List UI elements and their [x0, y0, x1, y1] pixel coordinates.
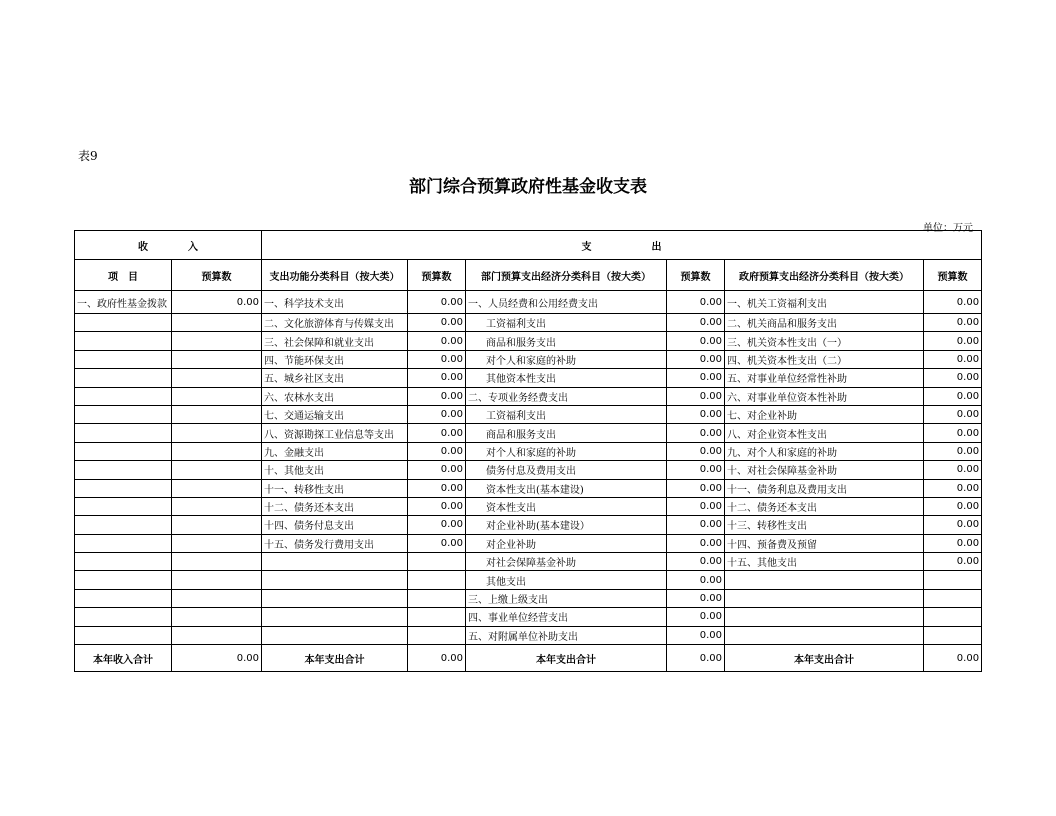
dept-item-cell: 其他资本性支出 [466, 369, 667, 387]
income-value-cell [172, 461, 262, 479]
income-value-cell [172, 479, 262, 497]
table-row [75, 350, 982, 368]
func-item-cell: 九、金融支出 [262, 442, 408, 460]
func-item-cell [262, 589, 408, 607]
dept-item-cell: 三、上缴上级支出 [466, 589, 667, 607]
func-value-cell [408, 608, 466, 626]
income-value-cell: 0.00 [172, 291, 262, 314]
func-value-cell: 0.00 [408, 497, 466, 515]
dept-value-cell: 0.00 [667, 589, 725, 607]
gov-item-cell [725, 608, 924, 626]
gov-value-cell: 0.00 [924, 387, 982, 405]
fund-budget-table [74, 230, 982, 672]
dept-value-cell: 0.00 [667, 461, 725, 479]
func-value-cell: 0.00 [408, 534, 466, 552]
func-item-cell: 十一、转移性支出 [262, 479, 408, 497]
func-value-cell [408, 571, 466, 589]
income-value-cell [172, 442, 262, 460]
table-row [75, 479, 982, 497]
income-value-cell [172, 571, 262, 589]
table-row [75, 626, 982, 644]
gov-item-cell: 十一、债务利息及费用支出 [725, 479, 924, 497]
table-row [75, 589, 982, 607]
income-item-cell [75, 608, 172, 626]
table-row [75, 405, 982, 423]
dept-item-cell: 工资福利支出 [466, 405, 667, 423]
income-item-cell [75, 534, 172, 552]
func-item-cell [262, 571, 408, 589]
table-row [75, 424, 982, 442]
dept-value-cell: 0.00 [667, 291, 725, 314]
gov-value-cell: 0.00 [924, 332, 982, 350]
dept-category-header: 部门预算支出经济分类科目（按大类） [466, 260, 667, 291]
total-dept-label: 本年支出合计 [466, 645, 667, 672]
gov-item-cell: 一、机关工资福利支出 [725, 291, 924, 314]
income-item-cell [75, 553, 172, 571]
gov-item-cell: 十二、债务还本支出 [725, 497, 924, 515]
dept-item-cell: 对个人和家庭的补助 [466, 350, 667, 368]
gov-item-cell: 三、机关资本性支出（一） [725, 332, 924, 350]
income-item-cell [75, 387, 172, 405]
gov-value-cell: 0.00 [924, 442, 982, 460]
table-row [75, 291, 982, 314]
dept-value-cell: 0.00 [667, 534, 725, 552]
gov-value-cell: 0.00 [924, 461, 982, 479]
income-item-cell [75, 405, 172, 423]
income-item-cell: 一、政府性基金拨款 [75, 291, 172, 314]
budget-header: 预算数 [667, 260, 725, 291]
total-func-value: 0.00 [408, 645, 466, 672]
gov-item-cell: 五、对事业单位经常性补助 [725, 369, 924, 387]
income-item-cell [75, 589, 172, 607]
gov-value-cell: 0.00 [924, 534, 982, 552]
totals-row [75, 645, 982, 672]
dept-item-cell: 对个人和家庭的补助 [466, 442, 667, 460]
table-row [75, 571, 982, 589]
gov-item-cell: 十五、其他支出 [725, 553, 924, 571]
income-item-cell [75, 442, 172, 460]
income-item-cell [75, 314, 172, 332]
unit-label: 单位：万元 [923, 223, 973, 234]
expense-section-header: 支 出 [262, 231, 982, 260]
gov-item-cell [725, 589, 924, 607]
table-row [75, 461, 982, 479]
dept-value-cell: 0.00 [667, 369, 725, 387]
income-value-cell [172, 332, 262, 350]
dept-value-cell: 0.00 [667, 553, 725, 571]
func-value-cell: 0.00 [408, 479, 466, 497]
table-row [75, 608, 982, 626]
table-row [75, 516, 982, 534]
func-value-cell: 0.00 [408, 516, 466, 534]
table-number: 表9 [78, 149, 98, 163]
dept-value-cell: 0.00 [667, 314, 725, 332]
func-item-cell: 六、农林水支出 [262, 387, 408, 405]
income-value-cell [172, 497, 262, 515]
func-item-cell: 七、交通运输支出 [262, 405, 408, 423]
gov-value-cell [924, 589, 982, 607]
income-value-cell [172, 387, 262, 405]
func-item-cell: 十四、债务付息支出 [262, 516, 408, 534]
table-row [75, 387, 982, 405]
dept-value-cell: 0.00 [667, 497, 725, 515]
gov-value-cell: 0.00 [924, 497, 982, 515]
income-value-cell [172, 553, 262, 571]
income-value-cell [172, 424, 262, 442]
gov-item-cell: 八、对企业资本性支出 [725, 424, 924, 442]
page-title: 部门综合预算政府性基金收支表 [409, 177, 647, 197]
budget-header: 预算数 [408, 260, 466, 291]
gov-item-cell: 十、对社会保障基金补助 [725, 461, 924, 479]
gov-item-cell: 七、对企业补助 [725, 405, 924, 423]
income-value-cell [172, 626, 262, 644]
func-value-cell: 0.00 [408, 461, 466, 479]
func-value-cell: 0.00 [408, 369, 466, 387]
dept-item-cell: 其他支出 [466, 571, 667, 589]
dept-value-cell: 0.00 [667, 387, 725, 405]
income-value-cell [172, 589, 262, 607]
func-value-cell [408, 589, 466, 607]
income-value-cell [172, 534, 262, 552]
total-gov-label: 本年支出合计 [725, 645, 924, 672]
table-row [75, 442, 982, 460]
gov-value-cell [924, 608, 982, 626]
income-item-cell [75, 350, 172, 368]
dept-item-cell: 对企业补助(基本建设） [466, 516, 667, 534]
dept-item-cell: 四、事业单位经营支出 [466, 608, 667, 626]
total-dept-value: 0.00 [667, 645, 725, 672]
dept-value-cell: 0.00 [667, 626, 725, 644]
dept-item-cell: 商品和服务支出 [466, 424, 667, 442]
func-value-cell: 0.00 [408, 387, 466, 405]
func-item-cell: 二、文化旅游体育与传媒支出 [262, 314, 408, 332]
gov-item-cell: 十四、预备费及预留 [725, 534, 924, 552]
dept-value-cell: 0.00 [667, 608, 725, 626]
func-item-cell: 十五、债务发行费用支出 [262, 534, 408, 552]
gov-value-cell: 0.00 [924, 479, 982, 497]
gov-item-cell [725, 571, 924, 589]
dept-item-cell: 工资福利支出 [466, 314, 667, 332]
dept-item-cell: 五、对附属单位补助支出 [466, 626, 667, 644]
gov-value-cell: 0.00 [924, 424, 982, 442]
func-category-header: 支出功能分类科目（按大类） [262, 260, 408, 291]
func-item-cell: 八、资源勘探工业信息等支出 [262, 424, 408, 442]
total-income-label: 本年收入合计 [75, 645, 172, 672]
func-value-cell: 0.00 [408, 424, 466, 442]
gov-item-cell: 九、对个人和家庭的补助 [725, 442, 924, 460]
gov-item-cell: 六、对事业单位资本性补助 [725, 387, 924, 405]
income-item-cell [75, 571, 172, 589]
budget-header: 预算数 [172, 260, 262, 291]
income-value-cell [172, 314, 262, 332]
dept-item-cell: 债务付息及费用支出 [466, 461, 667, 479]
dept-item-cell: 一、人员经费和公用经费支出 [466, 291, 667, 314]
income-item-cell [75, 424, 172, 442]
table-row [75, 369, 982, 387]
gov-value-cell: 0.00 [924, 314, 982, 332]
income-section-header: 收 入 [75, 231, 262, 260]
dept-item-cell: 二、专项业务经费支出 [466, 387, 667, 405]
table-row [75, 553, 982, 571]
func-value-cell: 0.00 [408, 332, 466, 350]
income-value-cell [172, 405, 262, 423]
func-item-cell: 十二、债务还本支出 [262, 497, 408, 515]
gov-item-cell: 十三、转移性支出 [725, 516, 924, 534]
func-value-cell [408, 626, 466, 644]
func-value-cell: 0.00 [408, 291, 466, 314]
gov-value-cell: 0.00 [924, 369, 982, 387]
dept-item-cell: 对社会保障基金补助 [466, 553, 667, 571]
gov-value-cell: 0.00 [924, 553, 982, 571]
func-value-cell: 0.00 [408, 405, 466, 423]
dept-value-cell: 0.00 [667, 571, 725, 589]
income-item-cell [75, 461, 172, 479]
income-value-cell [172, 350, 262, 368]
func-item-cell [262, 608, 408, 626]
table-row [75, 314, 982, 332]
func-value-cell [408, 553, 466, 571]
total-func-label: 本年支出合计 [262, 645, 408, 672]
item-header: 项 目 [75, 260, 172, 291]
func-item-cell: 一、科学技术支出 [262, 291, 408, 314]
func-item-cell: 四、节能环保支出 [262, 350, 408, 368]
budget-header: 预算数 [924, 260, 982, 291]
income-item-cell [75, 479, 172, 497]
dept-item-cell: 对企业补助 [466, 534, 667, 552]
gov-item-cell: 二、机关商品和服务支出 [725, 314, 924, 332]
dept-item-cell: 资本性支出(基本建设) [466, 479, 667, 497]
gov-value-cell: 0.00 [924, 405, 982, 423]
table-row [75, 497, 982, 515]
gov-value-cell: 0.00 [924, 291, 982, 314]
dept-value-cell: 0.00 [667, 424, 725, 442]
gov-item-cell [725, 626, 924, 644]
gov-value-cell [924, 571, 982, 589]
income-value-cell [172, 516, 262, 534]
dept-item-cell: 资本性支出 [466, 497, 667, 515]
func-item-cell: 五、城乡社区支出 [262, 369, 408, 387]
dept-value-cell: 0.00 [667, 479, 725, 497]
income-item-cell [75, 626, 172, 644]
gov-value-cell: 0.00 [924, 350, 982, 368]
dept-value-cell: 0.00 [667, 332, 725, 350]
total-income-value: 0.00 [172, 645, 262, 672]
income-item-cell [75, 516, 172, 534]
table-row [75, 332, 982, 350]
dept-value-cell: 0.00 [667, 350, 725, 368]
gov-item-cell: 四、机关资本性支出（二） [725, 350, 924, 368]
income-value-cell [172, 369, 262, 387]
gov-category-header: 政府预算支出经济分类科目（按大类） [725, 260, 924, 291]
func-item-cell [262, 553, 408, 571]
gov-value-cell: 0.00 [924, 516, 982, 534]
func-value-cell: 0.00 [408, 442, 466, 460]
func-item-cell: 三、社会保障和就业支出 [262, 332, 408, 350]
income-item-cell [75, 497, 172, 515]
income-value-cell [172, 608, 262, 626]
dept-value-cell: 0.00 [667, 442, 725, 460]
dept-value-cell: 0.00 [667, 405, 725, 423]
func-value-cell: 0.00 [408, 314, 466, 332]
income-item-cell [75, 369, 172, 387]
func-item-cell [262, 626, 408, 644]
income-item-cell [75, 332, 172, 350]
dept-item-cell: 商品和服务支出 [466, 332, 667, 350]
dept-value-cell: 0.00 [667, 516, 725, 534]
total-gov-value: 0.00 [924, 645, 982, 672]
func-item-cell: 十、其他支出 [262, 461, 408, 479]
func-value-cell: 0.00 [408, 350, 466, 368]
table-row [75, 534, 982, 552]
gov-value-cell [924, 626, 982, 644]
